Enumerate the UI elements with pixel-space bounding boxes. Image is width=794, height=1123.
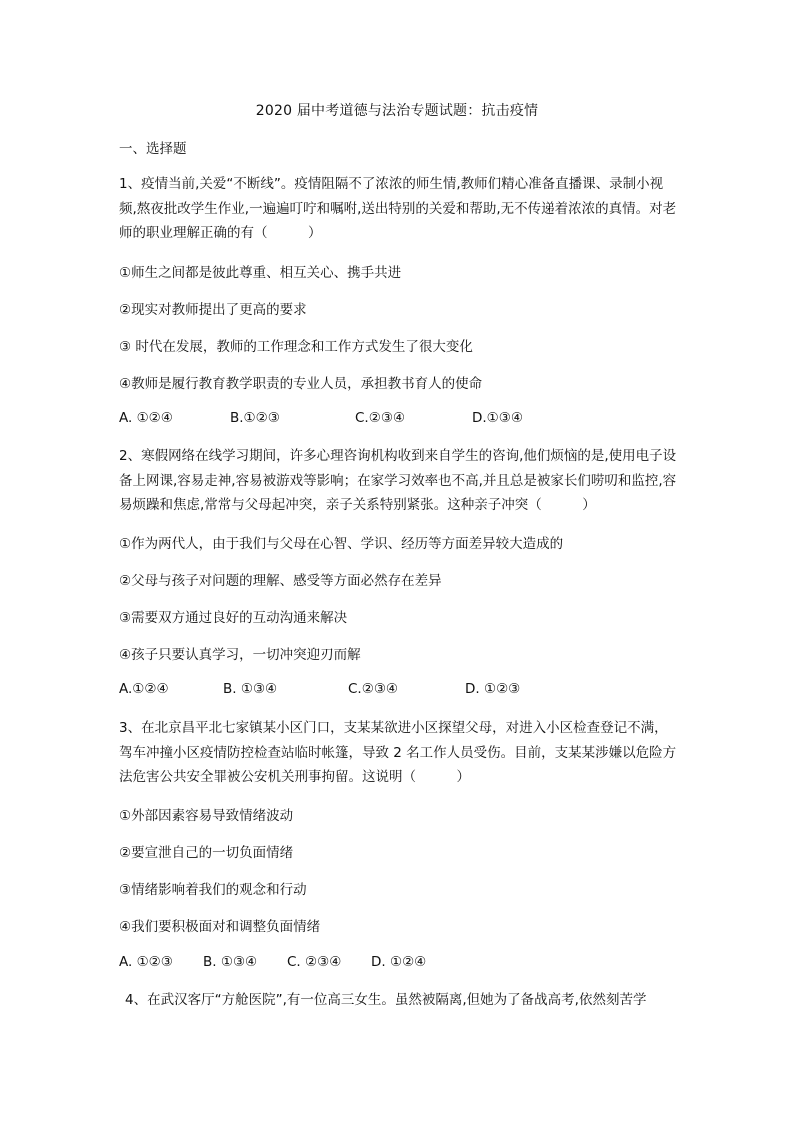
question-2-choice-b: B. ①③④	[223, 681, 278, 697]
section-heading: 一、选择题	[119, 141, 187, 157]
question-2-option-3: ③需要双方通过良好的互动沟通来解决	[119, 610, 348, 626]
question-3-option-3: ③情绪影响着我们的观念和行动	[119, 882, 307, 898]
question-4-stem: 4、在武汉客厅“方舱医院”,有一位高三女生。虽然被隔离,但她为了备战高考,依然刻苦学	[125, 992, 647, 1008]
question-1-option-1: ①师生之间都是彼此尊重、相互关心、携手共进	[119, 265, 402, 281]
question-3-choice-a: A. ①②③	[119, 954, 173, 970]
question-3-option-4: ④我们要积极面对和调整负面情绪	[119, 919, 321, 935]
document-title: 2020 届中考道德与法治专题试题：抗击疫情	[255, 103, 539, 119]
question-2-option-2: ②父母与孩子对问题的理解、感受等方面必然存在差异	[119, 573, 442, 589]
question-2-option-1: ①作为两代人，由于我们与父母在心智、学识、经历等方面差异较大造成的	[119, 536, 564, 552]
question-3-choice-b: B. ①③④	[203, 954, 258, 970]
question-3-stem: 3、在北京昌平北七家镇某小区门口，支某某欲进小区探望父母，对进入小区检查登记不满，驾车冲撞小区疫情防控检查站临时帐篷，导致 2 名工作人员受伤。目前，支某某涉嫌以危险方法危害公共安全罪被公安机关刑事拘留。这说明（ ）	[119, 720, 677, 785]
question-3-choice-c: C. ②③④	[287, 954, 342, 970]
question-1-option-4: ④教师是履行教育教学职责的专业人员，承担教书育人的使命	[119, 376, 483, 392]
question-3-choice-d: D. ①②④	[371, 954, 427, 970]
question-2-choice-d: D. ①②③	[465, 681, 521, 697]
question-2-option-4: ④孩子只要认真学习，一切冲突迎刃而解	[119, 647, 361, 663]
question-2-choice-c: C.②③④	[348, 681, 399, 697]
question-1-choice-c: C.②③④	[355, 410, 406, 426]
question-2-choice-a: A.①②④	[119, 681, 169, 697]
question-1-option-2: ②现实对教师提出了更高的要求	[119, 302, 307, 318]
question-3-option-2: ②要宣泄自己的一切负面情绪	[119, 845, 294, 861]
question-1-stem: 1、疫情当前,关爱“不断线”。疫情阻隔不了浓浓的师生情,教师们精心准备直播课、录制小视频,熬夜批改学生作业,一遍遍叮咛和嘱咐,送出特别的关爱和帮助,无不传递着浓浓的真情。对老师的职业理解正确的有（ ）	[119, 176, 677, 241]
question-2-stem: 2、寒假网络在线学习期间，许多心理咨询机构收到来自学生的咨询,他们烦恼的是,使用电子设备上网课,容易走神,容易被游戏等影响；在家学习效率也不高,并且总是被家长们唠叨和监控,容易烦躁和焦虑,常常与父母起冲突，亲子关系特别紧张。这种亲子冲突（ ）	[119, 448, 677, 513]
question-1-choice-a: A. ①②④	[119, 410, 173, 426]
question-1-option-3: ③ 时代在发展，教师的工作理念和工作方式发生了很大变化	[119, 339, 473, 355]
question-1-choice-b: B.①②③	[230, 410, 280, 426]
question-1-choice-d: D.①③④	[472, 410, 523, 426]
question-3-option-1: ①外部因素容易导致情绪波动	[119, 808, 294, 824]
